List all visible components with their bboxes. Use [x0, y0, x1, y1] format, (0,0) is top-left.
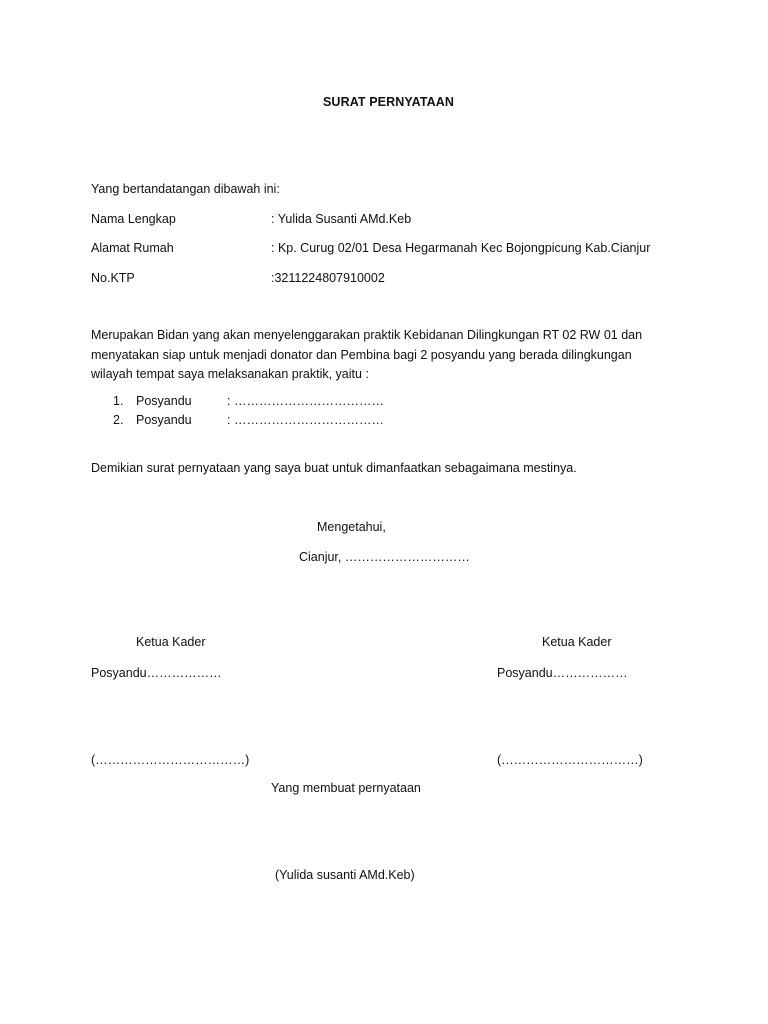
document-title: SURAT PERNYATAAN — [323, 95, 455, 109]
list-number: 1. — [113, 394, 124, 408]
closing-text: Demikian surat pernyataan yang saya buat untuk dimanfaatkan sebagaimana mestinya. — [91, 461, 577, 475]
left-signer-posyandu: Posyandu……………… — [91, 666, 222, 680]
mengetahui-label: Mengetahui, — [317, 520, 386, 534]
right-signer-role: Ketua Kader — [542, 635, 612, 649]
field-value-nama: : Yulida Susanti AMd.Keb — [271, 212, 412, 226]
list-blank: : ……………………………… — [227, 413, 384, 427]
right-signer-name-blank: (……………………………) — [497, 753, 643, 767]
list-label: Posyandu — [136, 413, 192, 427]
field-value-ktp: :3211224807910002 — [271, 271, 385, 285]
left-signer-name-blank: (………………………………) — [91, 753, 250, 767]
paragraph-line: Merupakan Bidan yang akan menyelenggarakan praktik Kebidanan Dilingkungan RT 02 RW 01 dan — [91, 328, 643, 342]
list-number: 2. — [113, 413, 124, 427]
list-blank: : ……………………………… — [227, 394, 384, 408]
maker-label: Yang membuat pernyataan — [271, 781, 421, 795]
field-label-nama: Nama Lengkap — [91, 212, 176, 226]
intro-text: Yang bertandatangan dibawah ini: — [91, 182, 280, 196]
maker-name: (Yulida susanti AMd.Keb) — [275, 868, 415, 882]
paragraph-line: wilayah tempat saya melaksanakan praktik, yaitu : — [91, 367, 369, 381]
list-label: Posyandu — [136, 394, 192, 408]
field-label-ktp: No.KTP — [91, 271, 135, 285]
field-label-alamat: Alamat Rumah — [91, 241, 174, 255]
place-date: Cianjur, ………………………… — [299, 550, 470, 564]
left-signer-role: Ketua Kader — [136, 635, 206, 649]
statement-paragraph — [91, 326, 671, 385]
field-value-alamat: : Kp. Curug 02/01 Desa Hegarmanah Kec Bojongpicung Kab.Cianjur — [271, 241, 651, 255]
right-signer-posyandu: Posyandu……………… — [497, 666, 628, 680]
paragraph-line: menyatakan siap untuk menjadi donator dan Pembina bagi 2 posyandu yang berada dilingkungan — [91, 347, 632, 362]
